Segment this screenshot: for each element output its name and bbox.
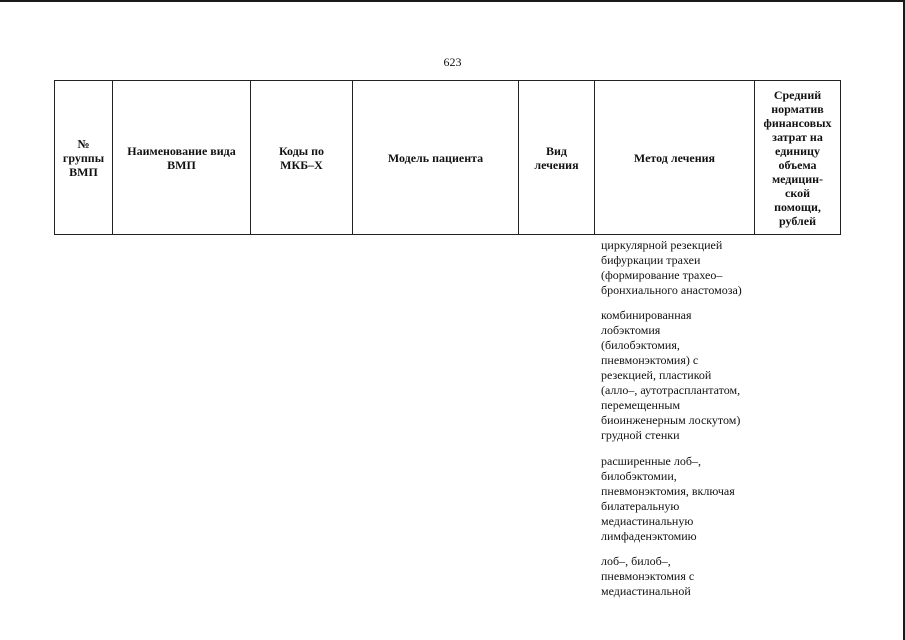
method-item-4: лоб–, билоб–, пневмонэктомия с медиастинальной: [601, 554, 695, 598]
method-item-1: циркулярной резекцией бифуркации трахеи (формирование трахео– бронхиального анастомоза): [601, 238, 742, 297]
col-header-treatment-type: Вид лечения: [519, 81, 595, 235]
method-item-3: расширенные лоб–, билобэктомии, пневмонэктомия, включая билатеральную медиастинальную лимфаденэктомию: [601, 454, 735, 543]
page-number: 623: [443, 55, 462, 69]
method-item-2: комбинированная лобэктомия (билобэктомия, пневмонэктомия) с резекцией, пластикой (алло–, аутотрасплантатом, перемещенным биоинженерным лоскутом) грудной стенки: [601, 308, 741, 442]
col-header-vmp-name: Наименование вида ВМП: [113, 81, 251, 235]
col-header-treatment-method: Метод лечения: [595, 81, 755, 235]
col-header-patient-model: Модель пациента: [353, 81, 519, 235]
table-header-row: [55, 81, 841, 235]
col-header-icd-codes: Коды по МКБ–Х: [251, 81, 353, 235]
col-header-group-number: № группы ВМП: [55, 81, 113, 235]
scan-edge-top: [0, 0, 905, 2]
col-header-average-cost: Средний норматив финансовых затрат на единицу объема медицин- ской помощи, рублей: [755, 81, 841, 235]
table-header: [54, 80, 841, 235]
